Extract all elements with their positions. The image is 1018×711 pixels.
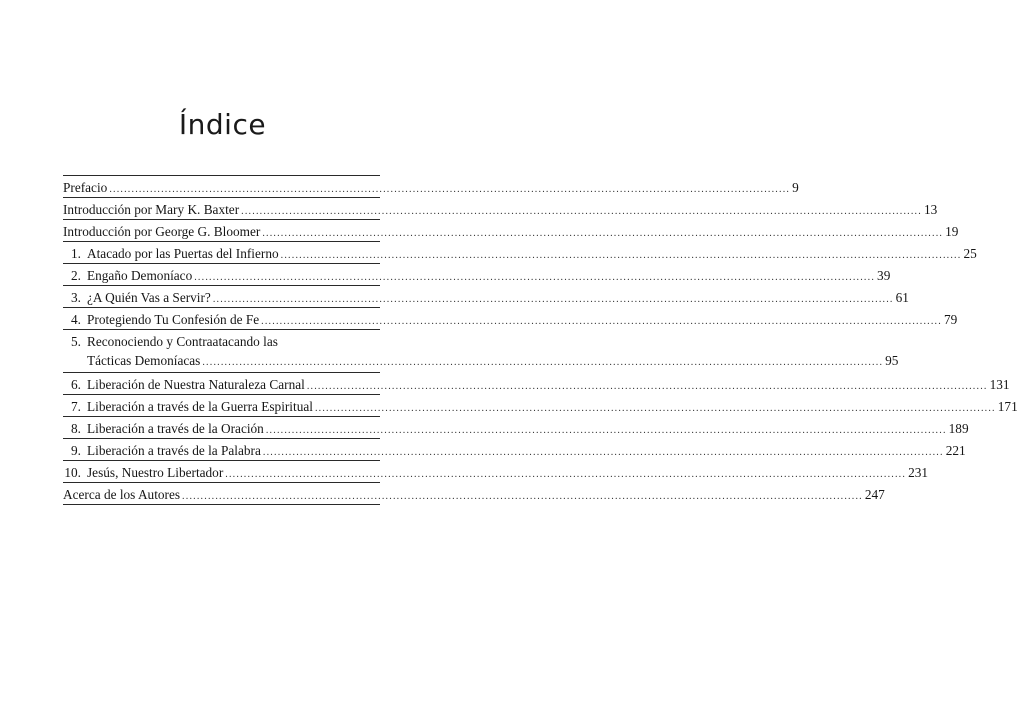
toc-entry-intro-baxter[interactable] (63, 197, 938, 219)
table-of-contents (63, 175, 1018, 505)
toc-entry-title: Engaño Demoníaco (87, 268, 193, 283)
toc-entry-title-line2: Tácticas Demoníacas (87, 353, 201, 368)
chapter-number: 6. (71, 377, 81, 392)
dot-leader (315, 399, 996, 418)
toc-entry-page: 9 (792, 180, 799, 195)
toc-entry-page: 13 (923, 202, 938, 217)
chapter-number: 8. (71, 421, 81, 436)
toc-entry-page: 61 (895, 290, 909, 305)
toc-entry-chapter-3[interactable] (63, 285, 909, 307)
dot-leader (182, 487, 863, 506)
toc-entry-page: 231 (908, 465, 929, 480)
toc-entry-page: 39 (877, 268, 891, 283)
toc-entry-chapter-10[interactable] (63, 460, 929, 482)
toc-entry-intro-bloomer[interactable] (63, 219, 959, 241)
toc-entry-page: 221 (945, 443, 966, 458)
toc-entry-title-line1: Reconociendo y Contraatacando las (87, 334, 278, 349)
toc-entry-title: Protegiendo Tu Confesión de Fe (87, 312, 260, 327)
toc-entry-title: ¿A Quién Vas a Servir? (87, 290, 211, 305)
page-title: Índice (178, 108, 267, 141)
toc-entry-title: Liberación de Nuestra Naturaleza Carnal (87, 377, 305, 392)
chapter-number: 10. (64, 465, 81, 480)
chapter-number: 5. (71, 334, 81, 349)
toc-entry-page: 131 (989, 377, 1010, 392)
toc-entry-chapter-1[interactable] (63, 241, 977, 263)
toc-entry-page: 171 (997, 399, 1018, 414)
toc-entry-title: Liberación a través de la Guerra Espiritual (87, 399, 313, 414)
toc-entry-title: Prefacio (63, 180, 108, 195)
toc-entry-chapter-6[interactable] (63, 372, 1010, 394)
toc-entry-chapter-9[interactable] (63, 438, 966, 460)
toc-entry-title: Jesús, Nuestro Libertador (87, 465, 224, 480)
dot-leader (307, 377, 988, 396)
toc-entry-prefacio[interactable] (63, 175, 799, 197)
toc-entry-chapter-7[interactable] (63, 394, 1018, 416)
toc-entry-page: 19 (945, 224, 959, 239)
chapter-number: 7. (71, 399, 81, 414)
toc-entry-page: 95 (885, 353, 899, 368)
toc-entry-chapter-2[interactable] (63, 263, 891, 285)
chapter-number: 4. (71, 312, 81, 327)
toc-entry-title: Acerca de los Autores (63, 487, 181, 502)
toc-entry-title: Liberación a través de la Palabra (87, 443, 261, 458)
toc-entry-chapter-5[interactable] (63, 329, 899, 372)
chapter-number: 3. (71, 290, 81, 305)
toc-entry-chapter-4[interactable] (63, 307, 958, 329)
toc-entry-title: Introducción por Mary K. Baxter (63, 202, 240, 217)
chapter-number: 9. (71, 443, 81, 458)
toc-entry-title: Introducción por George G. Bloomer (63, 224, 261, 239)
toc-entry-page: 79 (943, 312, 958, 327)
toc-entry-title: Atacado por las Puertas del Infierno (87, 246, 279, 261)
toc-entry-page: 25 (963, 246, 977, 261)
toc-entry-page: 189 (948, 421, 969, 436)
toc-entry-chapter-8[interactable] (63, 416, 969, 438)
dot-leader (281, 246, 962, 265)
chapter-number: 2. (71, 268, 81, 283)
toc-entry-page: 247 (864, 487, 885, 502)
toc-entry-acerca-autores[interactable] (63, 482, 885, 505)
chapter-number: 1. (71, 246, 81, 261)
toc-entry-title: Liberación a través de la Oración (87, 421, 264, 436)
dot-leader (202, 353, 883, 372)
